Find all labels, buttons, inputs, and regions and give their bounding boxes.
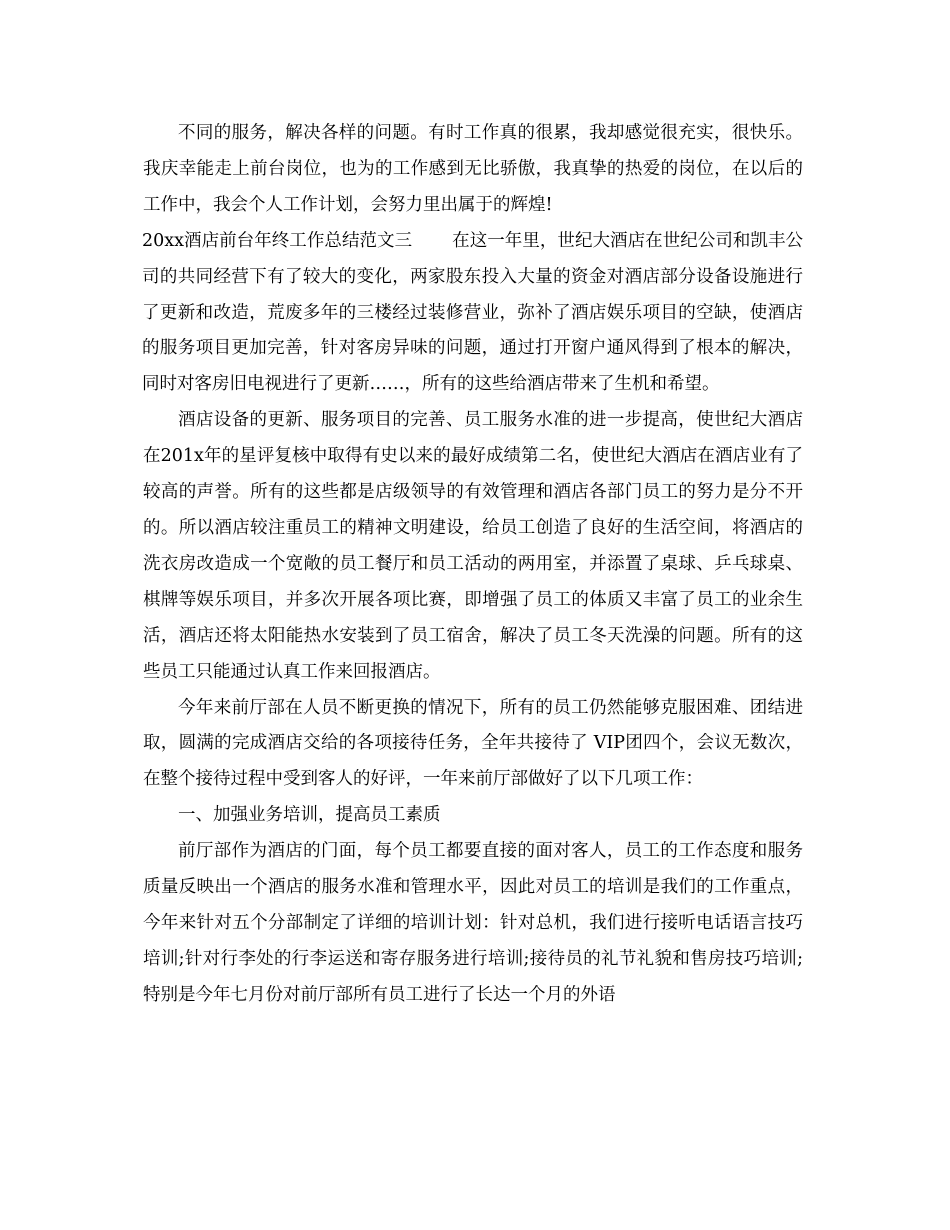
- article-title: 20xx酒店前台年终工作总结范文三: [142, 230, 413, 251]
- paragraph-article-three: [142, 224, 803, 404]
- paragraph-intro-continuation: 不同的服务，解决各样的问题。有时工作真的很累，我却感觉很充实，很快乐。我庆幸能走上前台岗位，也为的工作感到无比骄傲，我真挚的热爱的岗位，在以后的工作中，我会个人工作计划，会努力里出属于的辉煌!: [143, 123, 803, 215]
- document-body: [143, 116, 803, 1014]
- article-three-body: 在这一年里，世纪大酒店在世纪公司和凯丰公司的共同经营下有了较大的变化，两家股东投入大量的资金对酒店部分设备设施进行了更新和改造，荒废多年的三楼经过装修营业，弥补了酒店娱乐项目的空缺，使酒店的服务项目更加完善，针对客房异味的问题，通过打开窗户通风得到了根本的解决，同时对客房旧电视进行了更新……，所有的这些给酒店带来了生机和希望。: [142, 230, 803, 395]
- paragraph-training-detail: 前厅部作为酒店的门面，每个员工都要直接的面对客人，员工的工作态度和服务质量反映出一个酒店的服务水准和管理水平，因此对员工的培训是我们的工作重点，今年来针对五个分部制定了详细的培训计划：针对总机，我们进行接听电话语言技巧培训;针对行李处的行李运送和寄存服务进行培训;接待员的礼节礼貌和售房技巧培训;特别是今年七月份对前厅部所有员工进行了长达一个月的外语: [143, 841, 803, 1005]
- paragraph-front-office-summary: 今年来前厅部在人员不断更换的情况下，所有的员工仍然能够克服困难、团结进取，圆满的完成酒店交给的各项接待任务，全年共接待了 VIP团四个，会议无数次，在整个接待过程中受到客人的好评，一年来前厅部做好了以下几项工作：: [143, 697, 803, 790]
- section-heading-training: 一、加强业务培训，提高员工素质: [178, 805, 441, 826]
- paragraph-equipment-update: 酒店设备的更新、服务项目的完善、员工服务水准的进一步提高，使世纪大酒店在201x年的星评复核中取得有史以来的最好成绩第二名，使世纪大酒店在酒店业有了较高的声誉。所有的这些都是店级领导的有效管理和酒店各部门员工的努力是分不开的。所以酒店较注重员工的精神文明建设，给员工创造了良好的生活空间，将酒店的洗衣房改造成一个宽敞的员工餐厅和员工活动的两用室，并添置了桌球、乒乓球桌、棋牌等娱乐项目，并多次开展各项比赛，即增强了员工的体质又丰富了员工的业余生活，酒店还将太阳能热水安装到了员工宿舍，解决了员工冬天洗澡的问题。所有的这些员工只能通过认真工作来回报酒店。: [143, 410, 803, 682]
